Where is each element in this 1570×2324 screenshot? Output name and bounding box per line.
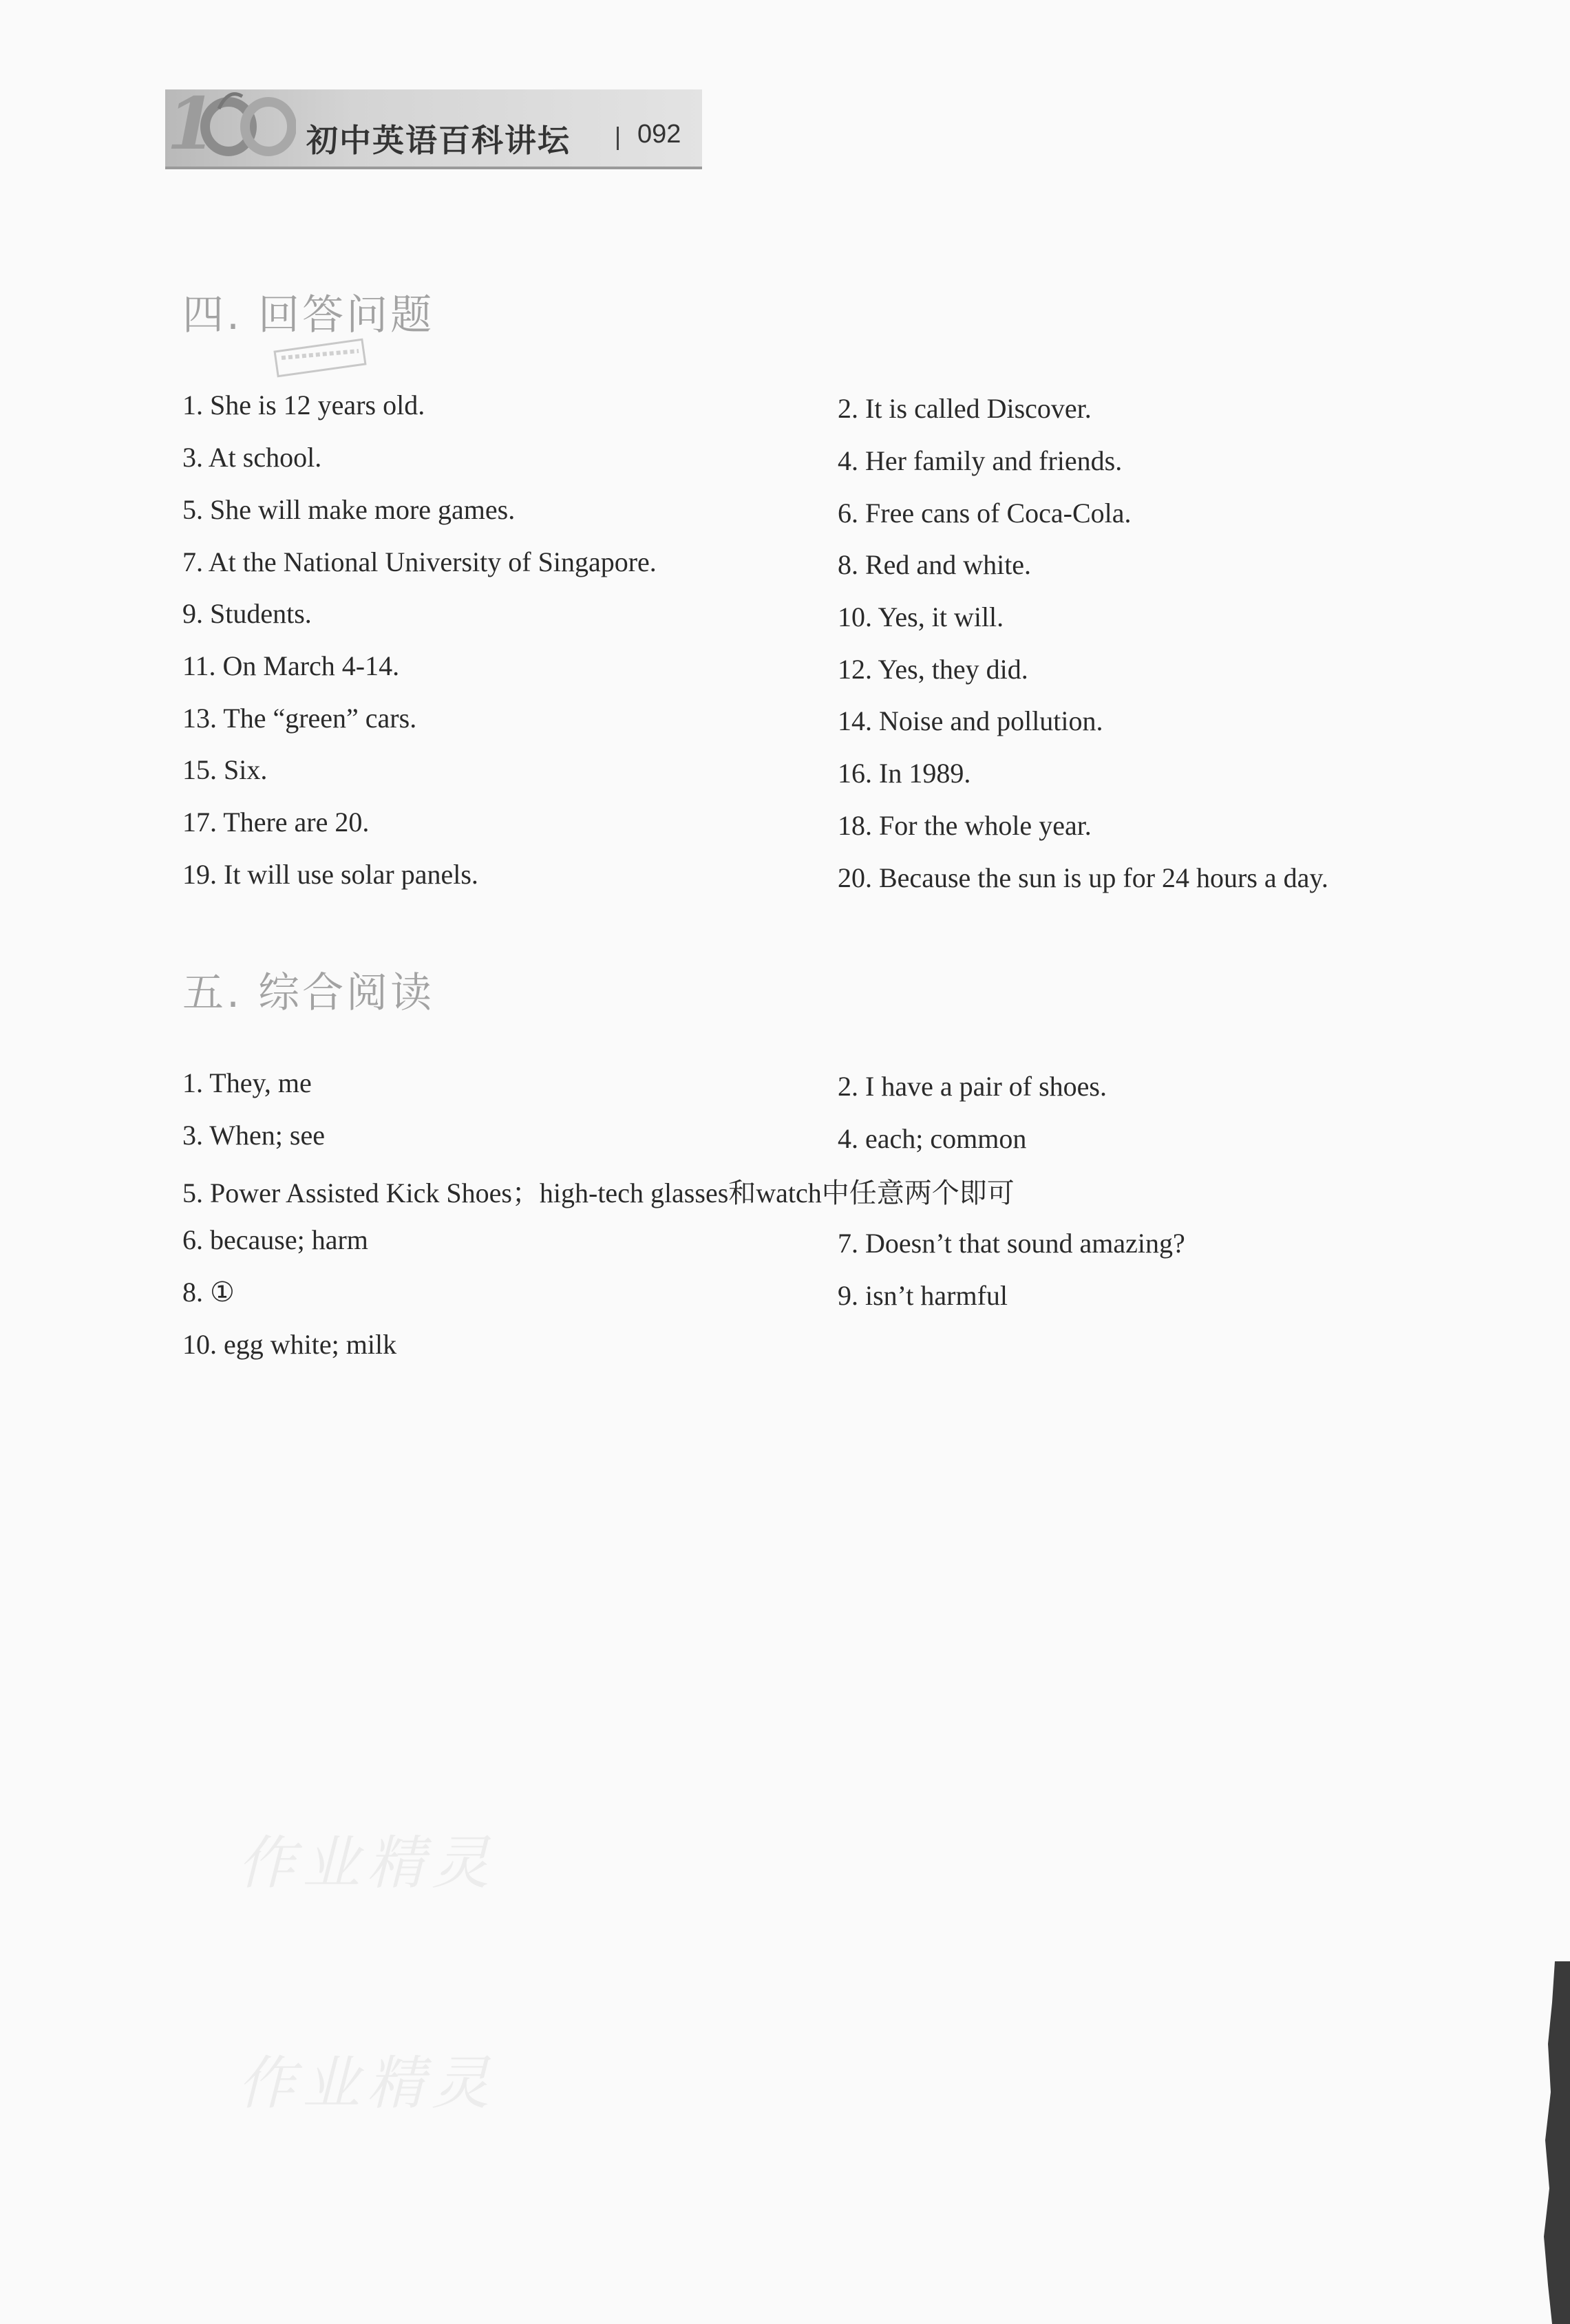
answer-4-10: 10. Yes, it will. (838, 601, 1004, 632)
section-heading-answer-questions: 四. 回答问题 (182, 291, 435, 339)
page-edge-shadow (1531, 1961, 1570, 2324)
answer-4-15: 15. Six. (182, 754, 268, 785)
answer-4-18: 18. For the whole year. (838, 810, 1092, 841)
answer-5-7: 7. Doesn’t that sound amazing? (838, 1228, 1185, 1259)
header-title: 初中英语百科讲坛 (306, 122, 571, 159)
answer-4-8: 8. Red and white. (838, 549, 1032, 580)
answer-5-3: 3. When; see (182, 1120, 325, 1151)
answer-5-1: 1. They, me (182, 1067, 312, 1098)
svg-text:1: 1 (167, 81, 217, 164)
answer-4-4: 4. Her family and friends. (838, 445, 1123, 476)
page-number: 092 (637, 120, 681, 149)
answer-4-7: 7. At the National University of Singapore. (182, 546, 657, 577)
answer-4-16: 16. In 1989. (838, 758, 971, 789)
answer-4-13: 13. The “green” cars. (182, 703, 417, 734)
answer-5-10: 10. egg white; milk (182, 1329, 397, 1360)
answer-5-8: 8. ① (182, 1277, 235, 1308)
answer-5-4: 4. each; common (838, 1123, 1027, 1154)
answer-4-20: 20. Because the sun is up for 24 hours a day. (838, 862, 1328, 893)
answer-4-17: 17. There are 20. (182, 807, 370, 838)
answer-4-6: 6. Free cans of Coca-Cola. (838, 498, 1132, 529)
answer-4-1: 1. She is 12 years old. (182, 390, 425, 420)
answer-4-14: 14. Noise and pollution. (838, 705, 1103, 736)
header-separator (617, 127, 619, 150)
answer-5-5: 5. Power Assisted Kick Shoes；high-tech glasses和watch中任意两个即可 (182, 1177, 1015, 1208)
watermark-text: 作业精灵 (237, 2049, 497, 2117)
answer-4-9: 9. Students. (182, 598, 312, 629)
logo-100-icon (165, 81, 296, 164)
answer-5-9: 9. isn’t harmful (838, 1280, 1008, 1311)
answer-4-3: 3. At school. (182, 442, 322, 473)
watermark-text: 作业精灵 (237, 1829, 497, 1897)
answer-4-19: 19. It will use solar panels. (182, 859, 478, 890)
answer-4-5: 5. She will make more games. (182, 494, 516, 525)
answer-5-2: 2. I have a pair of shoes. (838, 1071, 1107, 1102)
section-heading-comprehensive-reading: 五. 综合阅读 (182, 969, 435, 1017)
answer-5-6: 6. because; harm (182, 1224, 368, 1255)
stamp-icon (272, 330, 368, 379)
answer-4-11: 11. On March 4-14. (182, 650, 400, 681)
answer-4-12: 12. Yes, they did. (838, 654, 1028, 685)
answer-4-2: 2. It is called Discover. (838, 393, 1092, 424)
